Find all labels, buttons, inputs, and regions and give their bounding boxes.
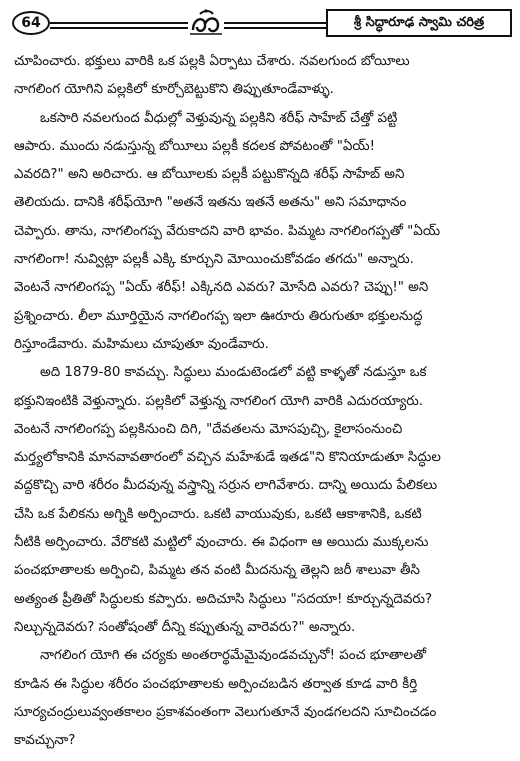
text-line: రిస్తూండేవారు. మహిమలు చూపుతూ వుండేవారు.: [14, 336, 269, 352]
text-line: ప్రశ్నించారు. లీలా మూర్తియైన నాగలింగప్ప ఇలా ఊరూరు తిరుగుతూ భక్తులనుద్ధ: [14, 308, 423, 324]
book-title: శ్రీ సిద్ధారూఢ స్వామి చరిత్ర: [326, 9, 512, 37]
header-rule-left-lower: [50, 27, 188, 29]
text-line: వద్దకొచ్చి వారి శరీరం మీదవున్న వస్త్రాన్ని సర్రున లాగివేశారు. దాన్ని అయిదు పేలికలు: [14, 478, 438, 494]
text-line: నాగలింగా! నువ్విట్లా పల్లకీ ఎక్కి కూర్చుని మోయించుకోవడం తగదు" అన్నారు.: [14, 252, 414, 268]
text-line: కూడిన ఈ సిద్ధుల శరీరం పంచభూతాలకు అర్పించబడిన తర్వాత కూడ వారి కీర్తి: [14, 676, 418, 692]
text-line: ఆపారు. ముందు నడుస్తున్న బోయీలు పల్లకీ కదలక పోవటంతో "ఏయ్!: [14, 138, 376, 154]
page-header: [8, 8, 512, 40]
header-rule-right: [224, 22, 326, 24]
text-line: వెంటనే నాగలింగప్ప "ఏయ్ శరీఫ్! ఎక్కినది ఎవరు? మోసేది ఎవరు? చెప్పు!" అని: [14, 280, 429, 296]
text-line: పంచభూతాలకు అర్పించి, పిమ్మట తన వంటి మీదనున్న తెల్లని జరీ శాలువా తీసి: [14, 563, 420, 579]
text-line: అత్యంత ప్రీతితో సిద్ధులకు కప్పారు. అదిచూసి సిద్ధులు "సదయా! కూర్చున్నదెవరు?: [14, 591, 433, 607]
text-line: వెంటనే నాగలింగప్ప పల్లకినుంచి దిగి, "దేవతలను మోసపుచ్చి, కైలాసంనుంచి: [14, 421, 403, 437]
text-line: ఎవరది?" అని అరిచారు. ఆ బోయీలకు పల్లకీ పట్టుకొన్నది శరీఫ్ సాహేబ్ అని: [14, 167, 405, 183]
header-rule-right-lower: [224, 27, 326, 29]
header-rule-left: [50, 22, 188, 24]
paragraph-start-line: అది 1879-80 కావచ్చు. సిద్ధులు మండుటెండలో వట్టి కాళ్ళతో నడుస్తూ ఒక: [40, 365, 427, 381]
text-line: నిల్చున్నదెవరు? సంతోషంతో దీన్ని కప్పుతున్న వారెవరు?" అన్నారు.: [14, 619, 356, 635]
text-line: నీటికి అర్పించారు. వేరొకటి మట్టిలో వుంచారు. ఈ విధంగా ఆ అయిదు ముక్కలను: [14, 535, 429, 551]
om-emblem-icon: [188, 8, 224, 38]
paragraph-start-line: ఒకసారి నవలగుంద వీధుల్లో వెళ్తువున్న పల్లకిని శరీఫ్ సాహేబ్ చేత్తో పట్టి: [40, 110, 398, 126]
text-line: కావచ్చునా?: [14, 733, 76, 749]
text-line: సూర్యచంద్రులువ్వంతకాలం ప్రకాశవంతంగా వెలుగుతూనే వుండగలదని సూచించడం: [14, 704, 437, 720]
text-line: చూపించారు. భక్తులు వారికి ఒక పల్లకి ఏర్పాటు చేశారు. నవలగుంద బోయీలు: [14, 54, 410, 69]
page-number: 64: [12, 11, 50, 35]
text-line: నాగలింగ యోగిని పల్లకిలో కూర్చోబెట్టుకొని తిప్పుతూండేవాళ్ళు.: [14, 82, 334, 98]
text-line: భక్తునిఇంటికి వెళ్తున్నారు. పల్లకిలో వెళ్తున్న నాగలింగ యోగి వారికి ఎదురయ్యారు.: [14, 393, 424, 409]
text-line: మర్త్యలోకానికి మానవావతారంలో వచ్చిన మహేశుడే ఇతడ"ని కొనియాడుతూ సిద్ధుల: [14, 450, 441, 466]
text-line: చెప్పారు. తాను, నాగలింగప్ప వేరుకాదని వారి భావం. పిమ్మట నాగలింగప్పతో "ఏయ్: [14, 223, 441, 239]
page-body-text: [14, 48, 508, 755]
paragraph-start-line: నాగలింగ యోగి ఈ చర్యకు అంతరార్థమేమైవుండవచ్చునో! పంచ భూతాలతో: [40, 648, 427, 664]
text-line: తెలియదు. దానికి శరీఫ్‌యోగి "అతనే ఇతను ఇతనే అతను" అని సమాధానం: [14, 195, 407, 211]
text-line: చేసి ఒక పేలికను అగ్నికి అర్పించారు. ఒకటి వాయువుకు, ఒకటి ఆకాశానికి, ఒకటి: [14, 506, 422, 522]
